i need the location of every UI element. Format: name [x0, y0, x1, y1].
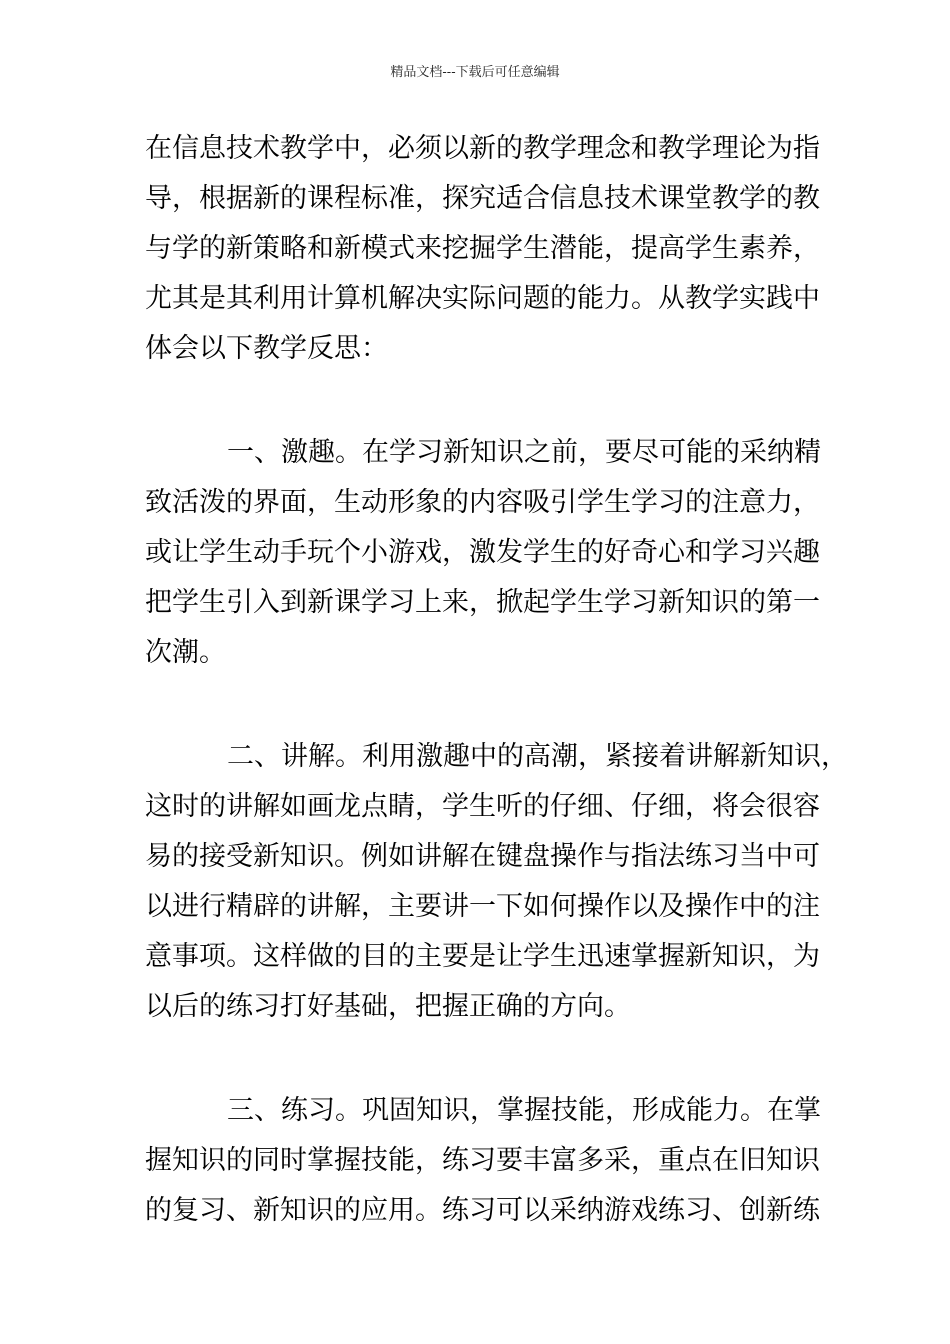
paragraph-intro	[145, 124, 820, 374]
paragraph-section-3	[145, 1086, 821, 1236]
text-line: 在信息技术教学中，必须以新的教学理念和教学理论为指	[145, 133, 820, 164]
document-body	[145, 124, 848, 1236]
text-line: 意事项。这样做的目的主要是让学生迅速掌握新知识，为	[145, 941, 820, 972]
paragraph-section-1	[145, 428, 821, 678]
paragraph-section-2	[145, 732, 848, 1032]
text-line: 体会以下教学反思：	[145, 333, 388, 364]
text-line: 与学的新策略和新模式来挖掘学生潜能，提高学生素养，	[145, 233, 820, 264]
text-line: 或让学生动手玩个小游戏，激发学生的好奇心和学习兴趣	[145, 537, 820, 568]
paragraph-gap	[145, 374, 815, 428]
text-line: 二、讲解。利用激趣中的高潮，紧接着讲解新知识，	[227, 741, 848, 772]
text-line: 的复习、新知识的应用。练习可以采纳游戏练习、创新练	[145, 1195, 820, 1226]
text-line: 把学生引入到新课学习上来，掀起学生学习新知识的第一	[145, 587, 820, 618]
text-line: 致活泼的界面，生动形象的内容吸引学生学习的注意力，	[145, 487, 820, 518]
text-line: 以进行精辟的讲解，主要讲一下如何操作以及操作中的注	[145, 891, 820, 922]
text-line: 导，根据新的课程标准，探究适合信息技术课堂教学的教	[145, 183, 820, 214]
text-line: 易的接受新知识。例如讲解在键盘操作与指法练习当中可	[145, 841, 820, 872]
text-line: 尤其是其利用计算机解决实际问题的能力。从教学实践中	[145, 283, 820, 314]
text-line: 次潮。	[145, 637, 226, 668]
text-line: 这时的讲解如画龙点睛，学生听的仔细、仔细，将会很容	[145, 791, 820, 822]
page-header: 精品文档---下载后可任意编辑	[390, 65, 560, 80]
paragraph-gap	[145, 678, 815, 732]
text-line: 三、练习。巩固知识，掌握技能，形成能力。在掌	[227, 1095, 821, 1126]
text-line: 以后的练习打好基础，把握正确的方向。	[145, 991, 631, 1022]
text-line: 握知识的同时掌握技能，练习要丰富多采，重点在旧知识	[145, 1145, 820, 1176]
text-line: 一、激趣。在学习新知识之前，要尽可能的采纳精	[227, 437, 821, 468]
paragraph-gap	[145, 1032, 815, 1086]
